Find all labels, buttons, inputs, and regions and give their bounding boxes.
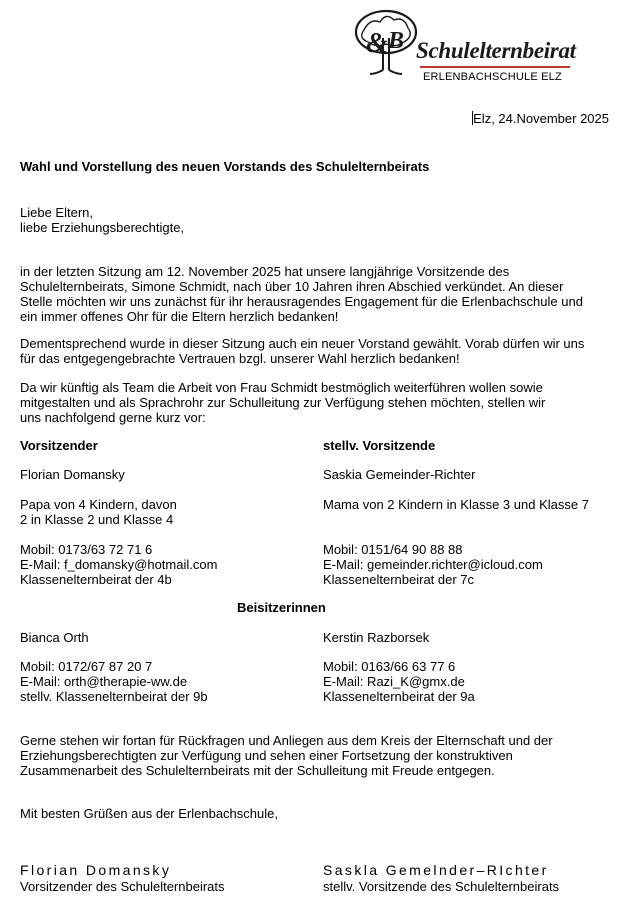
date-line	[472, 111, 609, 126]
contact-assessor-right	[323, 659, 475, 704]
logo-subtitle: ERLENBACHSCHULE ELZ	[423, 71, 562, 83]
logo	[350, 8, 590, 86]
contact-class: Klassenelternbeirat der 7c	[323, 572, 475, 587]
contact-phone: Mobil: 0151/64 90 88 88	[323, 542, 463, 557]
regards-line: Mit besten Grüßen aus der Erlenbachschule,	[20, 806, 278, 821]
tree-emblem-icon	[350, 8, 422, 78]
paragraph-line: mitgestalten und als Sprachrohr zur Schulleitung zur Verfügung stehen möchten, stellen wir	[20, 395, 546, 410]
signature-title-left: Vorsitzender des Schulelternbeirats	[20, 879, 225, 894]
about-line: Papa von 4 Kindern, davon	[20, 497, 177, 512]
paragraph-line: Schulelternbeirats, Simone Schmidt, nach über 10 Jahren ihren Abschied verkündet. An dieser	[20, 279, 564, 294]
contact-class: Klassenelternbeirat der 9a	[323, 689, 475, 704]
svg-text:B: B	[388, 28, 405, 54]
signature-title-right: stellv. Vorsitzende des Schulelternbeirats	[323, 879, 560, 894]
subject-heading: Wahl und Vorstellung des neuen Vorstands des Schulelternbeirats	[20, 159, 430, 174]
date-text: Elz, 24.November 2025	[473, 111, 609, 126]
signature-name-left: Florian Domansky	[20, 862, 172, 878]
paragraph-closing	[20, 733, 553, 778]
paragraph-line: in der letzten Sitzung am 12. November 2025 hat unsere langjährige Vorsitzende des	[20, 264, 510, 279]
name-vice-chair: Saskia Gemeinder-Richter	[323, 467, 476, 482]
role-vice-chair: stellv. Vorsitzende	[323, 438, 436, 453]
contact-email: E-Mail: orth@therapie-ww.de	[20, 674, 188, 689]
contact-assessor-left	[20, 659, 208, 704]
paragraph-line: uns nachfolgend gerne kurz vor:	[20, 410, 206, 425]
contact-phone: Mobil: 0163/66 63 77 6	[323, 659, 456, 674]
signature-name-right: Saskla Gemelnder–RIchter	[323, 862, 549, 878]
about-vice-chair	[323, 497, 589, 512]
contact-class: stellv. Klassenelternbeirat der 9b	[20, 689, 208, 704]
paragraph-line: Stelle möchten wir uns zunächst für ihr herausragendes Engagement für die Erlenbachschule und	[20, 294, 583, 309]
paragraph-line: für das entgegengebrachte Vertrauen bzgl. unserer Wahl herzlich bedanken!	[20, 351, 460, 366]
logo-script-text: Schulelternbeirat	[416, 38, 576, 63]
paragraph-line: Gerne stehen wir fortan für Rückfragen und Anliegen aus dem Kreis der Elternschaft und der	[20, 733, 553, 748]
contact-phone: Mobil: 0172/67 87 20 7	[20, 659, 153, 674]
paragraph-line: ein immer offenes Ohr für die Eltern herzlich bedanken!	[20, 309, 339, 324]
about-chair	[20, 497, 177, 527]
contact-chair	[20, 542, 217, 587]
contact-class: Klassenelternbeirat der 4b	[20, 572, 172, 587]
contact-email: E-Mail: gemeinder.richter@icloud.com	[323, 557, 543, 572]
greeting-line-1: Liebe Eltern,	[20, 205, 93, 220]
contact-phone: Mobil: 0173/63 72 71 6	[20, 542, 153, 557]
name-chair: Florian Domansky	[20, 467, 125, 482]
paragraph-line: Erziehungsberechtigten zur Verfügung und sehen einer Fortsetzung der konstruktiven	[20, 748, 513, 763]
contact-email: E-Mail: Razi_K@gmx.de	[323, 674, 465, 689]
greeting-line-2: liebe Erziehungsberechtigte,	[20, 220, 185, 235]
paragraph-line: Dementsprechend wurde in dieser Sitzung auch ein neuer Vorstand gewählt. Vorab dürfen wir uns	[20, 336, 585, 351]
contact-vice-chair	[323, 542, 543, 587]
paragraph-line: Zusammenarbeit des Schulelternbeirats mit der Schulleitung mit Freude entgegen.	[20, 763, 495, 778]
role-chair: Vorsitzender	[20, 438, 98, 453]
about-line: 2 in Klasse 2 und Klasse 4	[20, 512, 174, 527]
name-assessor-right: Kerstin Razborsek	[323, 630, 430, 645]
assessors-heading: Beisitzerinnen	[237, 600, 326, 615]
logo-underline	[420, 66, 570, 68]
about-line: Mama von 2 Kindern in Klasse 3 und Klasse 7	[323, 497, 589, 512]
paragraph-election	[20, 336, 584, 366]
paragraph-farewell	[20, 264, 583, 324]
paragraph-line: Da wir künftig als Team die Arbeit von Frau Schmidt bestmöglich weiterführen wollen sowie	[20, 380, 543, 395]
contact-email: E-Mail: f_domansky@hotmail.com	[20, 557, 218, 572]
name-assessor-left: Bianca Orth	[20, 630, 89, 645]
paragraph-introduction	[20, 380, 545, 425]
svg-text:&: &	[366, 28, 388, 59]
